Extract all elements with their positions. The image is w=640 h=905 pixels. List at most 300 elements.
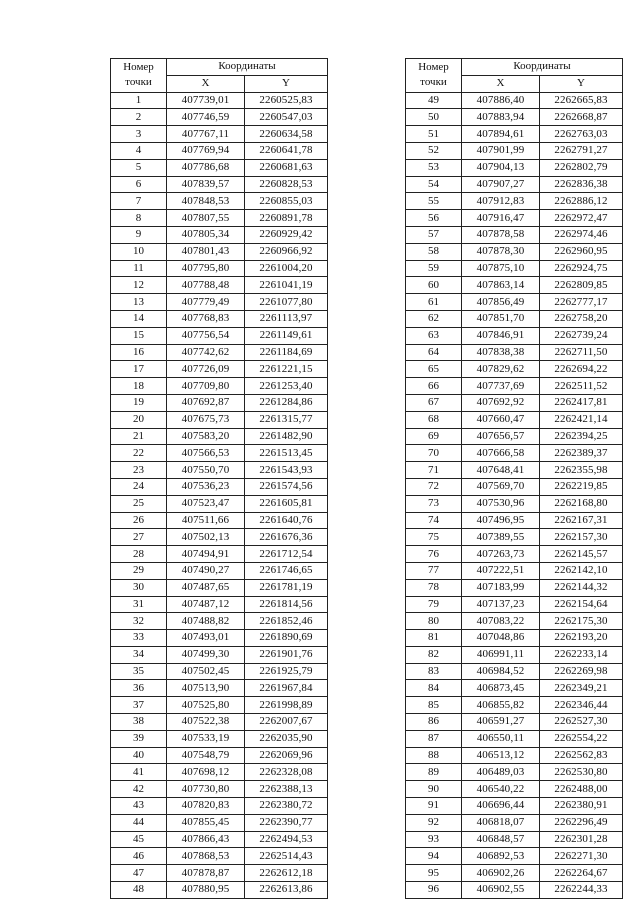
- table-row: [406, 462, 623, 479]
- point-number-cell: 46: [111, 848, 167, 865]
- y-coordinate-cell: 2262007,67: [245, 714, 328, 731]
- y-coordinate-cell: 2262142,10: [540, 562, 623, 579]
- point-number-cell: 49: [406, 92, 462, 109]
- y-coordinate-cell: 2261852,46: [245, 613, 328, 630]
- x-coordinate-cell: 407839,57: [167, 176, 245, 193]
- point-number-cell: 68: [406, 411, 462, 428]
- table-row: [111, 378, 328, 395]
- table-row: [406, 411, 623, 428]
- point-number-cell: 57: [406, 226, 462, 243]
- point-number-cell: 56: [406, 210, 462, 227]
- x-coordinate-cell: 407487,12: [167, 596, 245, 613]
- x-coordinate-cell: 407530,96: [462, 495, 540, 512]
- coordinates-table-right: [405, 58, 623, 899]
- point-number-cell: 42: [111, 781, 167, 798]
- table-row: [406, 361, 623, 378]
- x-coordinate-cell: 407886,40: [462, 92, 540, 109]
- point-number-cell: 92: [406, 814, 462, 831]
- table-row: [111, 411, 328, 428]
- point-number-cell: 44: [111, 814, 167, 831]
- point-number-cell: 69: [406, 428, 462, 445]
- point-number-cell: 12: [111, 277, 167, 294]
- y-coordinate-cell: 2262668,87: [540, 109, 623, 126]
- x-coordinate-cell: 407499,30: [167, 646, 245, 663]
- coordinates-table-body-left: [111, 92, 328, 898]
- table-row: [111, 394, 328, 411]
- x-coordinate-cell: 407656,57: [462, 428, 540, 445]
- point-number-cell: 4: [111, 142, 167, 159]
- y-coordinate-cell: 2262514,43: [245, 848, 328, 865]
- table-row: [111, 546, 328, 563]
- table-row: [111, 193, 328, 210]
- point-number-cell: 79: [406, 596, 462, 613]
- x-coordinate-cell: 407868,53: [167, 848, 245, 865]
- table-row: [111, 747, 328, 764]
- y-coordinate-cell: 2262175,30: [540, 613, 623, 630]
- y-coordinate-cell: 2262167,31: [540, 512, 623, 529]
- point-number-cell: 17: [111, 361, 167, 378]
- point-number-cell: 82: [406, 646, 462, 663]
- y-coordinate-cell: 2261513,45: [245, 445, 328, 462]
- table-row: [406, 478, 623, 495]
- point-number-cell: 2: [111, 109, 167, 126]
- point-number-cell: 14: [111, 310, 167, 327]
- point-number-cell: 51: [406, 126, 462, 143]
- y-coordinate-cell: 2262346,44: [540, 697, 623, 714]
- y-coordinate-cell: 2262421,14: [540, 411, 623, 428]
- y-coordinate-cell: 2262157,30: [540, 529, 623, 546]
- point-number-cell: 96: [406, 882, 462, 899]
- table-row: [406, 294, 623, 311]
- point-number-cell: 91: [406, 798, 462, 815]
- x-coordinate-cell: 407494,91: [167, 546, 245, 563]
- point-number-cell: 78: [406, 579, 462, 596]
- x-coordinate-cell: 406540,22: [462, 781, 540, 798]
- point-number-cell: 85: [406, 697, 462, 714]
- point-number-cell: 21: [111, 428, 167, 445]
- point-number-cell: 9: [111, 226, 167, 243]
- y-coordinate-cell: 2262530,80: [540, 764, 623, 781]
- coordinates-table-body-right: [406, 92, 623, 898]
- x-coordinate-cell: 407389,55: [462, 529, 540, 546]
- x-coordinate-cell: 406818,07: [462, 814, 540, 831]
- point-number-cell: 54: [406, 176, 462, 193]
- x-coordinate-cell: 407801,43: [167, 243, 245, 260]
- table-row: [111, 596, 328, 613]
- y-coordinate-cell: 2262233,14: [540, 646, 623, 663]
- point-number-cell: 40: [111, 747, 167, 764]
- x-coordinate-cell: 406489,03: [462, 764, 540, 781]
- x-coordinate-cell: 407502,13: [167, 529, 245, 546]
- point-number-header-line1: Номер: [418, 61, 449, 74]
- x-coordinate-cell: 407502,45: [167, 663, 245, 680]
- y-coordinate-cell: 2262763,03: [540, 126, 623, 143]
- table-row: [111, 344, 328, 361]
- x-coordinate-cell: 407648,41: [462, 462, 540, 479]
- table-row: [406, 394, 623, 411]
- y-coordinate-cell: 2262960,95: [540, 243, 623, 260]
- y-coordinate-cell: 2262527,30: [540, 714, 623, 731]
- table-row: [111, 882, 328, 899]
- table-row: [406, 142, 623, 159]
- y-coordinate-cell: 2262924,75: [540, 260, 623, 277]
- table-row: [111, 663, 328, 680]
- y-coordinate-cell: 2261077,80: [245, 294, 328, 311]
- point-number-cell: 8: [111, 210, 167, 227]
- table-row: [111, 478, 328, 495]
- point-number-cell: 43: [111, 798, 167, 815]
- y-coordinate-cell: 2261890,69: [245, 630, 328, 647]
- table-row: [406, 428, 623, 445]
- x-coordinate-cell: 407742,62: [167, 344, 245, 361]
- point-number-cell: 10: [111, 243, 167, 260]
- point-number-cell: 33: [111, 630, 167, 647]
- point-number-cell: 95: [406, 865, 462, 882]
- x-coordinate-cell: 407583,20: [167, 428, 245, 445]
- y-coordinate-cell: 2261998,89: [245, 697, 328, 714]
- y-coordinate-cell: 2261284,86: [245, 394, 328, 411]
- y-coordinate-cell: 2262802,79: [540, 159, 623, 176]
- table-row: [111, 529, 328, 546]
- y-coordinate-cell: 2261574,56: [245, 478, 328, 495]
- x-coordinate-cell: 407513,90: [167, 680, 245, 697]
- table-row: [406, 714, 623, 731]
- x-coordinate-cell: 406591,27: [462, 714, 540, 731]
- x-coordinate-cell: 407550,70: [167, 462, 245, 479]
- table-row: [111, 310, 328, 327]
- y-coordinate-cell: 2261746,65: [245, 562, 328, 579]
- x-coordinate-cell: 407523,47: [167, 495, 245, 512]
- x-coordinate-cell: 407739,01: [167, 92, 245, 109]
- y-coordinate-cell: 2261004,20: [245, 260, 328, 277]
- x-coordinate-cell: 407820,83: [167, 798, 245, 815]
- y-coordinate-cell: 2262219,85: [540, 478, 623, 495]
- point-number-cell: 81: [406, 630, 462, 647]
- y-coordinate-cell: 2261221,15: [245, 361, 328, 378]
- x-coordinate-cell: 407660,47: [462, 411, 540, 428]
- point-number-cell: 29: [111, 562, 167, 579]
- point-number-cell: 94: [406, 848, 462, 865]
- y-coordinate-cell: 2261605,81: [245, 495, 328, 512]
- x-coordinate-cell: 407566,53: [167, 445, 245, 462]
- y-coordinate-cell: 2260641,78: [245, 142, 328, 159]
- table-row: [406, 663, 623, 680]
- y-coordinate-cell: 2261041,19: [245, 277, 328, 294]
- x-coordinate-cell: 407768,83: [167, 310, 245, 327]
- table-row: [111, 210, 328, 227]
- table-row: [111, 814, 328, 831]
- table-row: [111, 630, 328, 647]
- y-coordinate-cell: 2262972,47: [540, 210, 623, 227]
- point-number-cell: 53: [406, 159, 462, 176]
- y-coordinate-cell: 2260681,63: [245, 159, 328, 176]
- table-row: [406, 176, 623, 193]
- point-number-cell: 7: [111, 193, 167, 210]
- y-coordinate-cell: 2261543,93: [245, 462, 328, 479]
- table-row: [111, 495, 328, 512]
- y-coordinate-cell: 2262562,83: [540, 747, 623, 764]
- table-row: [406, 529, 623, 546]
- x-coordinate-cell: 407907,27: [462, 176, 540, 193]
- y-coordinate-cell: 2262168,80: [540, 495, 623, 512]
- table-row: [111, 831, 328, 848]
- x-coordinate-cell: 406991,11: [462, 646, 540, 663]
- x-coordinate-cell: 407912,83: [462, 193, 540, 210]
- point-number-cell: 61: [406, 294, 462, 311]
- table-row: [111, 361, 328, 378]
- x-coordinate-cell: 406902,55: [462, 882, 540, 899]
- point-number-cell: 67: [406, 394, 462, 411]
- y-header: Y: [540, 75, 623, 92]
- point-number-cell: 38: [111, 714, 167, 731]
- point-number-cell: 30: [111, 579, 167, 596]
- table-row: [111, 260, 328, 277]
- y-coordinate-cell: 2262417,81: [540, 394, 623, 411]
- table-row: [111, 243, 328, 260]
- y-coordinate-cell: 2262269,98: [540, 663, 623, 680]
- x-coordinate-cell: 407525,80: [167, 697, 245, 714]
- table-row: [406, 596, 623, 613]
- x-coordinate-cell: 407878,87: [167, 865, 245, 882]
- y-coordinate-cell: 2260966,92: [245, 243, 328, 260]
- x-coordinate-cell: 407496,95: [462, 512, 540, 529]
- y-coordinate-cell: 2262809,85: [540, 277, 623, 294]
- point-number-cell: 86: [406, 714, 462, 731]
- table-row: [406, 764, 623, 781]
- point-number-cell: 20: [111, 411, 167, 428]
- y-coordinate-cell: 2262511,52: [540, 378, 623, 395]
- y-coordinate-cell: 2262791,27: [540, 142, 623, 159]
- table-row: [111, 445, 328, 462]
- y-coordinate-cell: 2262244,33: [540, 882, 623, 899]
- point-number-cell: 66: [406, 378, 462, 395]
- x-coordinate-cell: 407894,61: [462, 126, 540, 143]
- point-number-cell: 25: [111, 495, 167, 512]
- y-coordinate-cell: 2261967,84: [245, 680, 328, 697]
- point-number-cell: 26: [111, 512, 167, 529]
- table-row: [406, 831, 623, 848]
- x-coordinate-cell: 406550,11: [462, 730, 540, 747]
- x-coordinate-cell: 407767,11: [167, 126, 245, 143]
- x-coordinate-cell: 407788,48: [167, 277, 245, 294]
- y-coordinate-cell: 2260547,03: [245, 109, 328, 126]
- x-coordinate-cell: 407709,80: [167, 378, 245, 395]
- y-coordinate-cell: 2261901,76: [245, 646, 328, 663]
- point-number-header: [111, 59, 167, 93]
- x-coordinate-cell: 407851,70: [462, 310, 540, 327]
- x-coordinate-cell: 407746,59: [167, 109, 245, 126]
- y-coordinate-cell: 2262389,37: [540, 445, 623, 462]
- point-number-cell: 73: [406, 495, 462, 512]
- point-number-cell: 19: [111, 394, 167, 411]
- point-number-cell: 28: [111, 546, 167, 563]
- point-number-cell: 93: [406, 831, 462, 848]
- table-row: [111, 176, 328, 193]
- x-coordinate-cell: 407692,92: [462, 394, 540, 411]
- y-coordinate-cell: 2260929,42: [245, 226, 328, 243]
- x-coordinate-cell: 407807,55: [167, 210, 245, 227]
- point-number-header-line2: точки: [125, 76, 152, 89]
- x-coordinate-cell: 407769,94: [167, 142, 245, 159]
- table-row: [111, 798, 328, 815]
- y-coordinate-cell: 2261781,19: [245, 579, 328, 596]
- y-coordinate-cell: 2262328,08: [245, 764, 328, 781]
- x-coordinate-cell: 407779,49: [167, 294, 245, 311]
- y-coordinate-cell: 2262974,46: [540, 226, 623, 243]
- x-coordinate-cell: 407488,82: [167, 613, 245, 630]
- coordinates-header: Координаты: [462, 59, 623, 76]
- point-number-cell: 65: [406, 361, 462, 378]
- table-row: [111, 730, 328, 747]
- y-coordinate-cell: 2262355,98: [540, 462, 623, 479]
- table-row: [406, 798, 623, 815]
- table-row: [111, 764, 328, 781]
- table-row: [406, 646, 623, 663]
- table-row: [406, 882, 623, 899]
- y-coordinate-cell: 2262380,72: [245, 798, 328, 815]
- table-row: [111, 562, 328, 579]
- x-coordinate-cell: 407263,73: [462, 546, 540, 563]
- y-coordinate-cell: 2262613,86: [245, 882, 328, 899]
- x-coordinate-cell: 407533,19: [167, 730, 245, 747]
- x-coordinate-cell: 407883,94: [462, 109, 540, 126]
- table-row: [111, 865, 328, 882]
- point-number-header-line1: Номер: [123, 61, 154, 74]
- x-coordinate-cell: 407848,53: [167, 193, 245, 210]
- y-coordinate-cell: 2261315,77: [245, 411, 328, 428]
- y-coordinate-cell: 2262271,30: [540, 848, 623, 865]
- table-row: [111, 781, 328, 798]
- point-number-cell: 23: [111, 462, 167, 479]
- y-coordinate-cell: 2262296,49: [540, 814, 623, 831]
- table-row: [406, 378, 623, 395]
- point-number-cell: 15: [111, 327, 167, 344]
- point-number-cell: 11: [111, 260, 167, 277]
- x-coordinate-cell: 406513,12: [462, 747, 540, 764]
- y-coordinate-cell: 2261925,79: [245, 663, 328, 680]
- point-number-cell: 75: [406, 529, 462, 546]
- table-row: [406, 730, 623, 747]
- x-coordinate-cell: 406855,82: [462, 697, 540, 714]
- x-coordinate-cell: 407222,51: [462, 562, 540, 579]
- y-coordinate-cell: 2262349,21: [540, 680, 623, 697]
- point-number-cell: 89: [406, 764, 462, 781]
- y-coordinate-cell: 2262758,20: [540, 310, 623, 327]
- table-row: [111, 92, 328, 109]
- x-coordinate-cell: 407904,13: [462, 159, 540, 176]
- x-coordinate-cell: 407737,69: [462, 378, 540, 395]
- table-row: [111, 848, 328, 865]
- table-row: [111, 109, 328, 126]
- point-number-cell: 48: [111, 882, 167, 899]
- y-coordinate-cell: 2260525,83: [245, 92, 328, 109]
- table-row: [406, 226, 623, 243]
- table-row: [111, 428, 328, 445]
- point-number-cell: 80: [406, 613, 462, 630]
- point-number-cell: 58: [406, 243, 462, 260]
- table-row: [406, 680, 623, 697]
- x-coordinate-cell: 406892,53: [462, 848, 540, 865]
- table-row: [406, 159, 623, 176]
- table-row: [406, 109, 623, 126]
- y-coordinate-cell: 2262711,50: [540, 344, 623, 361]
- x-coordinate-cell: 407878,30: [462, 243, 540, 260]
- point-number-cell: 72: [406, 478, 462, 495]
- point-number-header: [406, 59, 462, 93]
- y-coordinate-cell: 2262145,57: [540, 546, 623, 563]
- table-row: [406, 814, 623, 831]
- table-row: [111, 680, 328, 697]
- table-row: [111, 226, 328, 243]
- table-row: [406, 210, 623, 227]
- x-header: X: [462, 75, 540, 92]
- table-row: [111, 142, 328, 159]
- table-row: [406, 613, 623, 630]
- table-row: [406, 260, 623, 277]
- x-coordinate-cell: 407137,23: [462, 596, 540, 613]
- table-row: [406, 512, 623, 529]
- x-coordinate-cell: 407698,12: [167, 764, 245, 781]
- y-coordinate-cell: 2261184,69: [245, 344, 328, 361]
- y-coordinate-cell: 2262665,83: [540, 92, 623, 109]
- table-row: [111, 512, 328, 529]
- point-number-cell: 87: [406, 730, 462, 747]
- table-row: [111, 714, 328, 731]
- table-row: [406, 243, 623, 260]
- y-coordinate-cell: 2261814,56: [245, 596, 328, 613]
- x-coordinate-cell: 407511,66: [167, 512, 245, 529]
- table-row: [406, 781, 623, 798]
- x-coordinate-cell: 407083,22: [462, 613, 540, 630]
- y-coordinate-cell: 2262388,13: [245, 781, 328, 798]
- y-coordinate-cell: 2261676,36: [245, 529, 328, 546]
- table-row: [406, 327, 623, 344]
- table-row: [406, 310, 623, 327]
- point-number-cell: 62: [406, 310, 462, 327]
- table-row: [406, 445, 623, 462]
- x-header: X: [167, 75, 245, 92]
- x-coordinate-cell: 407855,45: [167, 814, 245, 831]
- y-coordinate-cell: 2261712,54: [245, 546, 328, 563]
- x-coordinate-cell: 406696,44: [462, 798, 540, 815]
- table-row: [406, 344, 623, 361]
- x-coordinate-cell: 407756,54: [167, 327, 245, 344]
- x-coordinate-cell: 407675,73: [167, 411, 245, 428]
- table-row: [111, 159, 328, 176]
- table-row: [111, 462, 328, 479]
- x-coordinate-cell: 406902,26: [462, 865, 540, 882]
- point-number-cell: 31: [111, 596, 167, 613]
- table-row: [111, 277, 328, 294]
- x-coordinate-cell: 406873,45: [462, 680, 540, 697]
- x-coordinate-cell: 407726,09: [167, 361, 245, 378]
- y-coordinate-cell: 2262886,12: [540, 193, 623, 210]
- table-row: [406, 495, 623, 512]
- y-coordinate-cell: 2262144,32: [540, 579, 623, 596]
- table-row: [406, 193, 623, 210]
- table-row: [111, 327, 328, 344]
- y-coordinate-cell: 2261149,61: [245, 327, 328, 344]
- point-number-cell: 90: [406, 781, 462, 798]
- point-number-cell: 16: [111, 344, 167, 361]
- table-row: [406, 92, 623, 109]
- table-row: [406, 126, 623, 143]
- x-coordinate-cell: 407786,68: [167, 159, 245, 176]
- table-row: [406, 562, 623, 579]
- point-number-cell: 32: [111, 613, 167, 630]
- y-coordinate-cell: 2260891,78: [245, 210, 328, 227]
- point-number-cell: 41: [111, 764, 167, 781]
